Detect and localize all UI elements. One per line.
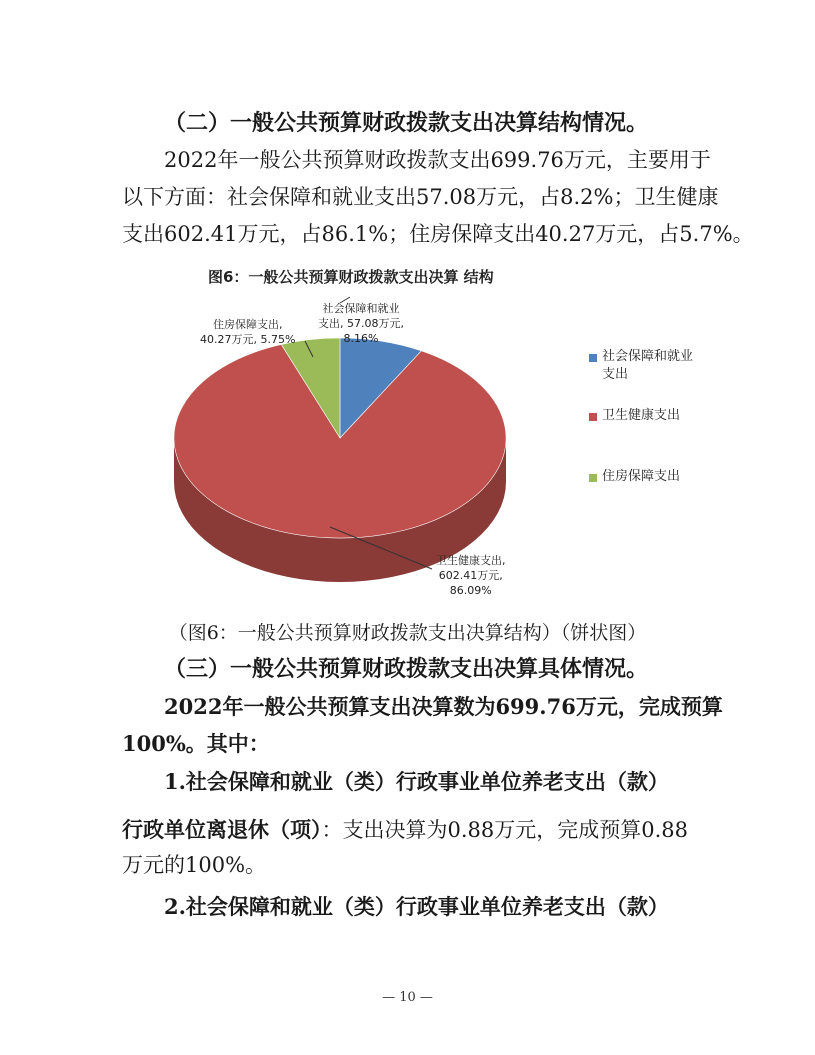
section-heading-2: （二）一般公共预算财政拨款支出决算结构情况。 [164,110,649,136]
item-1-detail-cont: 万元的100%。 [122,853,267,877]
data-label-line: 602.41万元, [438,569,503,582]
legend-item-social-security [602,348,693,384]
paragraph-line: 以下方面：社会保障和就业支出57.08万元，占8.2%；卫生健康 [122,185,719,209]
legend-swatch-housing [589,474,597,482]
chart-title: 图6：一般公共预算财政拨款支出决算 结构 [208,268,494,286]
figure-caption: （图6：一般公共预算财政拨款支出决算结构）（饼状图） [168,622,647,644]
paragraph-line: 支出602.41万元，占86.1%；住房保障支出40.27万元，占5.7%。 [122,222,754,246]
legend-swatch-health [589,413,597,421]
data-label-line: 住房保障支出, [212,318,283,331]
summary-line: 2022年一般公共预算支出决算数为699.76万元，完成预算 [164,694,723,719]
data-label-social-security [318,301,404,346]
data-label-line: 卫生健康支出, [436,554,506,567]
item-1-title: 1.社会保障和就业（类）行政事业单位养老支出（款） [164,769,669,794]
legend-swatch-social-security [589,354,597,362]
data-label-line: 40.27万元, 5.75% [200,333,296,346]
paragraph-line: 2022年一般公共预算财政拨款支出699.76万元，主要用于 [164,148,711,172]
item-1-detail [122,816,688,844]
section-heading-3: （三）一般公共预算财政拨款支出决算具体情况。 [164,656,649,682]
summary-line: 100%。其中： [122,731,270,756]
data-label-line: 支出, 57.08万元, [318,317,404,330]
data-label-line: 8.16% [343,332,379,345]
legend-item-health [602,407,680,425]
page-number: — 10 — [382,990,433,1005]
legend-label: 住房保障支出 [602,469,681,484]
legend-item-housing [602,468,680,486]
data-label-line: 86.09% [449,584,492,597]
legend-label: 支出 [602,367,629,382]
item-1-amount: ：支出决算为0.88万元，完成预算0.88 [321,818,689,842]
item-2-title: 2.社会保障和就业（类）行政事业单位养老支出（款） [164,894,669,919]
data-label-housing [200,317,295,347]
legend-label: 卫生健康支出 [602,408,681,423]
data-label-line: 社会保障和就业 [322,302,400,315]
item-1-subtitle: 行政单位离退休（项） [122,817,322,842]
legend-label: 社会保障和就业 [602,349,694,364]
data-label-health [436,553,506,598]
